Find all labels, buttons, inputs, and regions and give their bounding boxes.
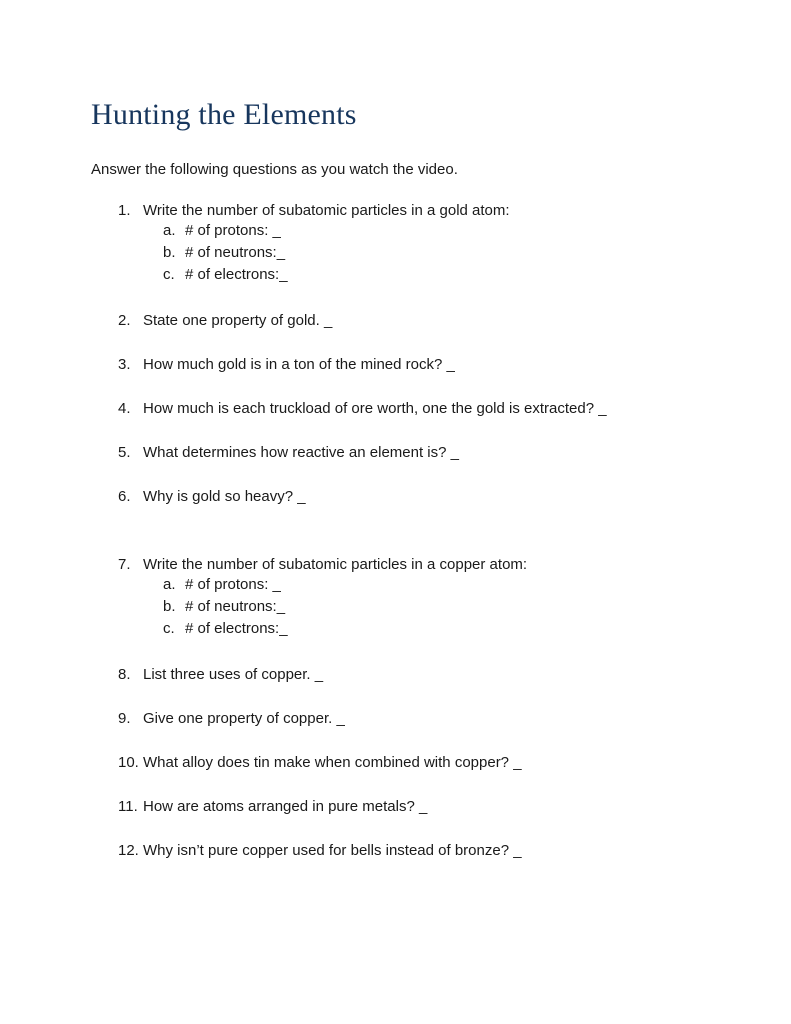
sub-question-label: b. [163,598,176,615]
question-number: 5. [118,444,131,461]
sub-question-label: c. [163,620,175,637]
question-number: 3. [118,356,131,373]
question-text: List three uses of copper. _ [143,666,324,683]
question-text: Write the number of subatomic particles in a copper atom: [143,556,528,573]
question-text: How much is each truckload of ore worth, one the gold is extracted? _ [143,400,607,417]
question-text: How much gold is in a ton of the mined rock? _ [143,356,455,373]
question-number: 6. [118,488,131,505]
sub-question-line [163,242,721,264]
question-line [118,201,721,220]
question-text: What determines how reactive an element is? _ [143,444,459,461]
question-item [91,841,721,860]
question-line [118,555,721,574]
sub-question-text: # of protons: _ [185,222,281,239]
intro-text: Answer the following questions as you watch the video. [91,161,458,178]
question-line [118,443,721,462]
question-line [118,753,721,772]
question-list [91,201,721,860]
question-text: Write the number of subatomic particles in a gold atom: [143,202,510,219]
question-number: 7. [118,556,131,573]
question-line [118,709,721,728]
question-item [91,753,721,772]
sub-question-text: # of protons: _ [185,576,281,593]
sub-question-text: # of electrons:_ [185,620,288,637]
question-number: 8. [118,666,131,683]
question-line [118,399,721,418]
question-text: Give one property of copper. _ [143,710,345,727]
question-text: State one property of gold. _ [143,312,333,329]
question-line [118,311,721,330]
sub-question-label: b. [163,244,176,261]
question-number: 9. [118,710,131,727]
question-item [91,709,721,728]
sub-question-line [163,264,721,286]
question-number: 1. [118,202,131,219]
question-number: 4. [118,400,131,417]
question-item [91,487,721,506]
question-item [91,665,721,684]
page-title: Hunting the Elements [91,98,357,131]
question-item [91,443,721,462]
sub-question-line [163,596,721,618]
sub-question-text: # of neutrons:_ [185,598,286,615]
question-number: 12. [118,842,139,859]
sub-question-label: c. [163,266,175,283]
sub-question-text: # of electrons:_ [185,266,288,283]
question-line [118,665,721,684]
sub-question-line [163,574,721,596]
question-line [118,355,721,374]
question-item [91,311,721,330]
question-text: Why is gold so heavy? _ [143,488,306,505]
question-item [91,555,721,640]
question-line [118,797,721,816]
question-text: What alloy does tin make when combined with copper? _ [143,754,522,771]
sub-question-line [163,220,721,242]
question-item [91,399,721,418]
question-text: How are atoms arranged in pure metals? _ [143,798,428,815]
question-item [91,355,721,374]
sub-question-label: a. [163,576,176,593]
question-number: 11. [118,798,138,815]
question-text: Why isn’t pure copper used for bells instead of bronze? _ [143,842,522,859]
question-item [91,797,721,816]
question-line [118,841,721,860]
question-line [118,487,721,506]
sub-question-text: # of neutrons:_ [185,244,286,261]
question-number: 2. [118,312,131,329]
question-item [91,201,721,286]
sub-question-line [163,618,721,640]
sub-question-label: a. [163,222,176,239]
question-number: 10. [118,754,139,771]
